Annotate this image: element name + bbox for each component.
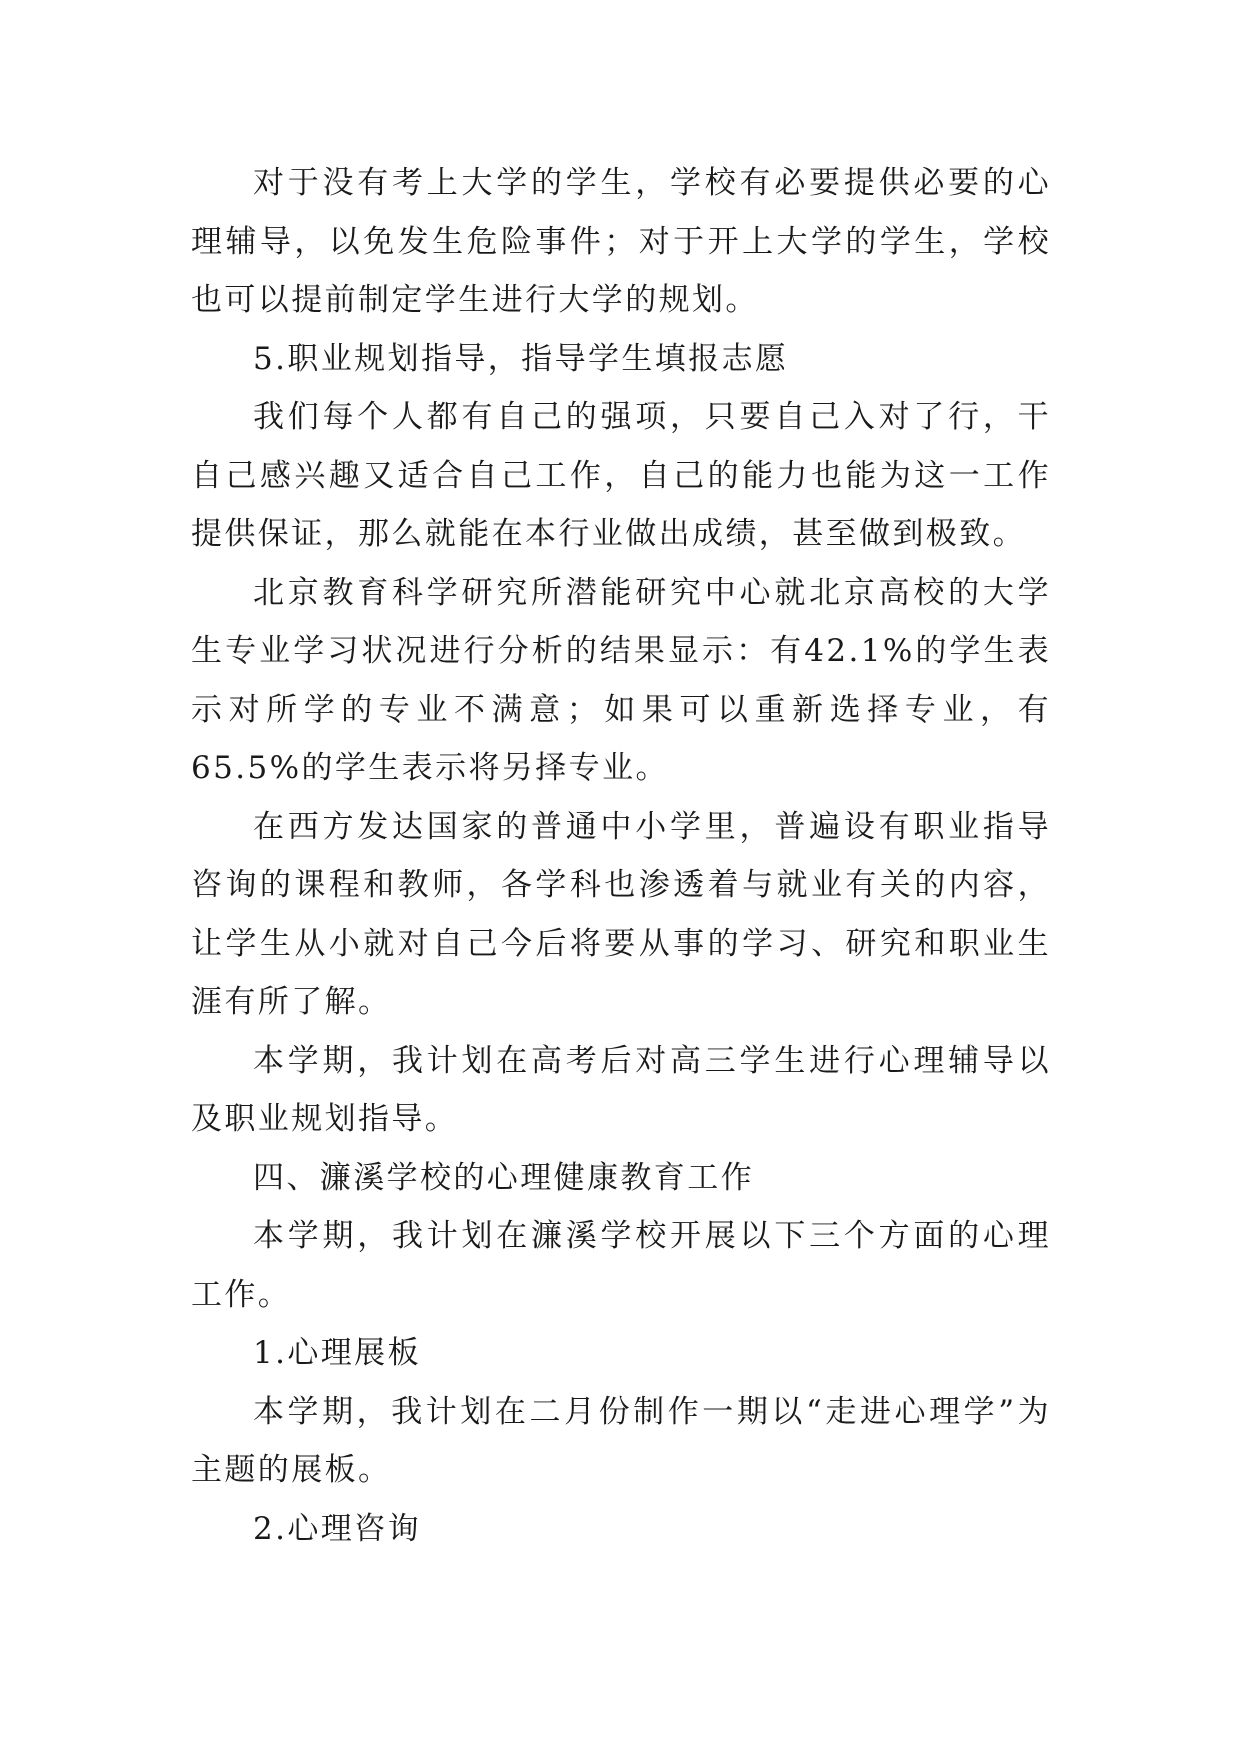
document-body — [191, 154, 1051, 1558]
paragraph-strengths: 我们每个人都有自己的强项，只要自己入对了行，干自己感兴趣又适合自己工作，自己的能力也能为这一工作提供保证，那么就能在本行业做出成绩，甚至做到极致。 — [191, 399, 1051, 552]
section-heading-lianxi-school: 四、濂溪学校的心理健康教育工作 — [253, 1159, 754, 1196]
paragraph-lianxi-plan: 本学期，我计划在濂溪学校开展以下三个方面的心理工作。 — [191, 1218, 1051, 1313]
paragraph-western-schools: 在西方发达国家的普通中小学里，普遍设有职业指导咨询的课程和教师，各学科也渗透着与就业有关的内容，让学生从小就对自己今后将要从事的学习、研究和职业生涯有所了解。 — [191, 808, 1051, 1020]
paragraph-display-board-plan: 本学期，我计划在二月份制作一期以“走进心理学”为主题的展板。 — [191, 1393, 1051, 1488]
subheading-counseling: 2.心理咨询 — [253, 1510, 421, 1547]
subheading-display-board: 1.心理展板 — [253, 1335, 421, 1371]
section-heading-career-planning: 5.职业规划指导，指导学生填报志愿 — [253, 340, 789, 377]
paragraph-semester-plan: 本学期，我计划在高考后对高三学生进行心理辅导以及职业规划指导。 — [191, 1042, 1051, 1137]
paragraph-beijing-survey: 北京教育科学研究所潜能研究中心就北京高校的大学生专业学习状况进行分析的结果显示：有42.1%的学生表示对所学的专业不满意；如果可以重新选择专业，有65.5%的学生表示将另择专业。 — [191, 574, 1051, 786]
paragraph-counseling-note: 对于没有考上大学的学生，学校有必要提供必要的心理辅导，以免发生危险事件；对于开上大学的学生，学校也可以提前制定学生进行大学的规划。 — [191, 165, 1051, 318]
